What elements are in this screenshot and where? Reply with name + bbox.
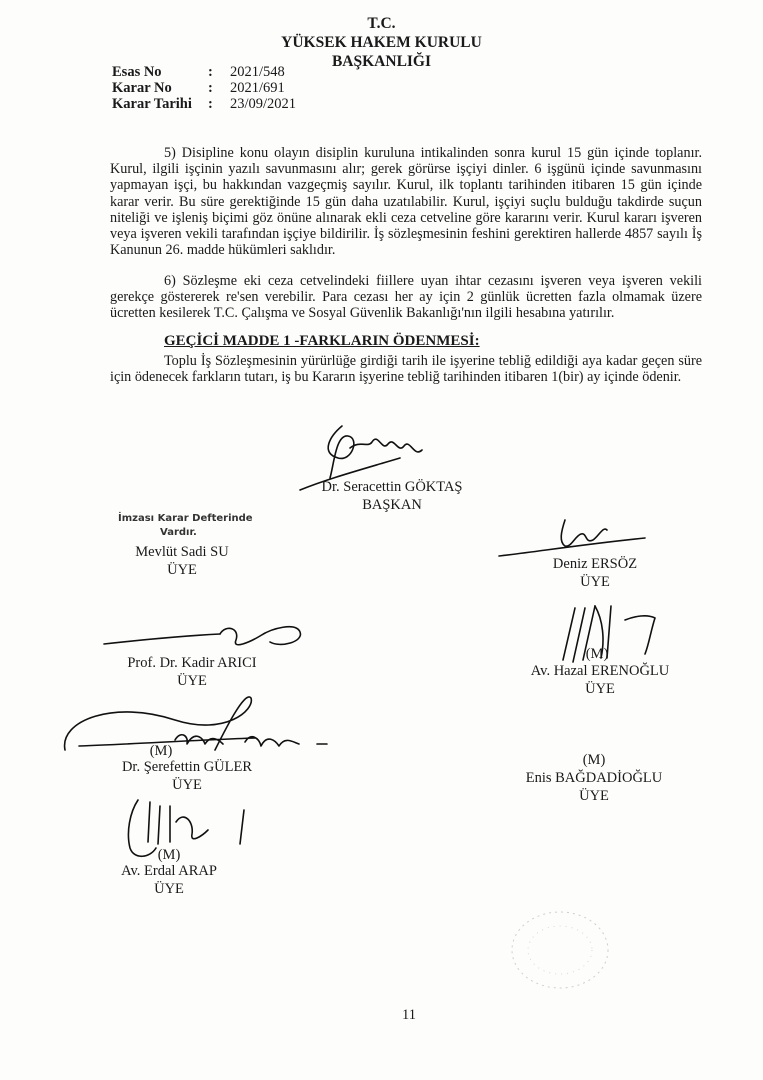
member-erenoglu-title: ÜYE xyxy=(585,681,615,697)
paragraph-6-text: 6) Sözleşme eki ceza cetvelindeki fiillere uyan ihtar cezasını işveren veya işveren vekili gerekçe göstererek re'sen verebilir. Para cezası her ay için 2 günlük ücretten fazla olmamak üzere ücretten kesilerek T.C. Çalışma ve Sosyal Güvenlik Bakanlığı'nın ilgili hesabına yatırılır. xyxy=(110,273,702,322)
member-arap xyxy=(104,862,234,898)
paragraph-gecici xyxy=(110,353,702,385)
esas-row xyxy=(112,64,296,80)
paragraph-5 xyxy=(110,145,702,258)
karar-colon: : xyxy=(208,80,213,96)
member-ersoz xyxy=(530,555,660,591)
paragraph-6 xyxy=(110,273,702,322)
member-erenoglu-name: Av. Hazal ERENOĞLU xyxy=(530,663,670,679)
member-guler-mark: (M) xyxy=(149,743,173,759)
paragraph-gecici-text: Toplu İş Sözleşmesinin yürürlüğe girdiği tarih ile işyerine tebliğ edildiği aya kadar geçen süre için ödenecek farkların tutarı, iş bu Kararın işyerine tebliğ tarihinden itibaren 1(bir) ay içinde ödenir. xyxy=(110,353,702,386)
member-guler xyxy=(102,758,272,794)
member-erenoglu xyxy=(520,662,680,698)
member-arici-title: ÜYE xyxy=(177,673,207,689)
karar-value: 2021/691 xyxy=(230,80,285,96)
member-bagdadioglu-mark: (M) xyxy=(582,752,606,768)
tarih-row xyxy=(112,96,296,112)
member-ersoz-title: ÜYE xyxy=(580,574,610,590)
member-guler-title: ÜYE xyxy=(172,777,202,793)
karar-label: Karar No xyxy=(112,80,172,96)
member-bagdadioglu-name: Enis BAĞDADİOĞLU xyxy=(525,770,663,786)
member-erenoglu-mark: (M) xyxy=(585,646,609,662)
esas-value: 2021/548 xyxy=(230,64,285,80)
tarih-colon: : xyxy=(208,96,213,112)
paragraph-5-text: 5) Disipline konu olayın disiplin kuruluna intikalinden sonra kurul 15 gün içinde toplanır. Kurul, ilgili işçinin yazılı savunmasını alır; gerek görürse işçiyi dinler. 6 işgünü içinde savunmasını yapmayan işçi, bu hakkından vazgeçmiş sayılır. Kurul, ilk toplantı tarihinden itibaren 15 gün içinde karar verir. Bu süre gerektiğinde 15 gün daha uzatılabilir. Kurul, işçiyi suçlu bulduğu takdirde suçun niteliği ve işleniş biçimi göz önüne alınarak ekli ceza cetveline göre kararını verir. Kurul kararı işveren veya işveren vekili tarafından işçiye bildirilir. İş sözleşmesinin feshini gerektiren hallerde 4857 sayılı İş Kanunun 26. madde hükümleri saklıdır. xyxy=(110,145,702,259)
signature-note-line2: Vardır. xyxy=(160,527,197,538)
section-heading: GEÇİCİ MADDE 1 -FARKLARIN ÖDENMESİ: xyxy=(164,333,480,349)
esas-colon: : xyxy=(208,64,213,80)
chair-name: Dr. Seracettin GÖKTAŞ xyxy=(321,479,463,495)
member-arap-mark: (M) xyxy=(157,847,181,863)
karar-row xyxy=(112,80,296,96)
member-guler-name: Dr. Şerefettin GÜLER xyxy=(121,759,253,775)
member-arap-name: Av. Erdal ARAP xyxy=(121,863,217,879)
signature-note-line1: İmzası Karar Defterinde xyxy=(118,513,253,524)
member-mevlut-title: ÜYE xyxy=(167,562,197,578)
case-meta xyxy=(112,64,296,112)
header-tc: T.C. xyxy=(367,15,396,32)
header-presidency: BAŞKANLIĞI xyxy=(331,53,432,70)
header-institution: YÜKSEK HAKEM KURULU xyxy=(281,34,482,51)
tarih-label: Karar Tarihi xyxy=(112,96,192,112)
chair-title: BAŞKAN xyxy=(362,497,422,513)
member-arici-name: Prof. Dr. Kadir ARICI xyxy=(127,655,257,671)
member-mevlut xyxy=(122,543,242,579)
member-ersoz-name: Deniz ERSÖZ xyxy=(552,556,638,572)
member-arap-title: ÜYE xyxy=(154,881,184,897)
member-mevlut-name: Mevlüt Sadi SU xyxy=(135,544,229,560)
member-bagdadioglu-title: ÜYE xyxy=(579,788,609,804)
page-number: 11 xyxy=(402,1007,416,1023)
faint-seal xyxy=(505,905,615,995)
member-bagdadioglu xyxy=(514,769,674,805)
esas-label: Esas No xyxy=(112,64,162,80)
tarih-value: 23/09/2021 xyxy=(230,96,297,112)
member-arici xyxy=(112,654,272,690)
